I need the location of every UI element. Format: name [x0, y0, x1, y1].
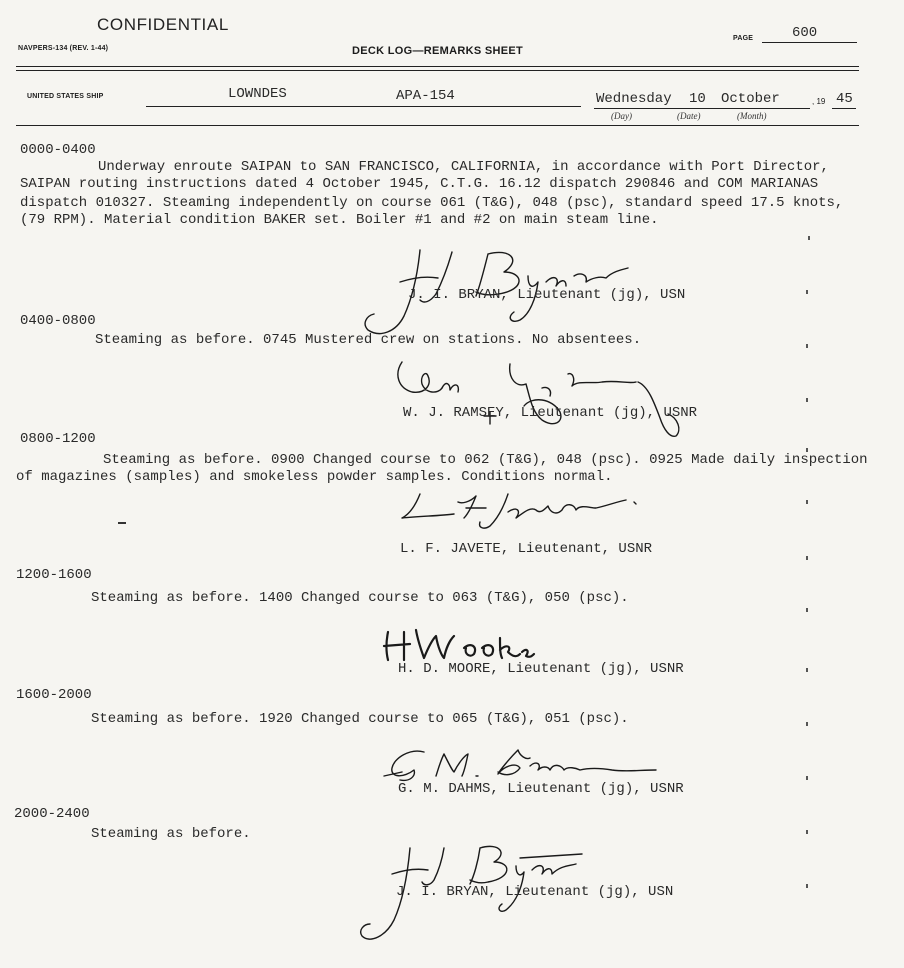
page-number: 600	[792, 25, 818, 41]
margin-mark	[806, 290, 808, 294]
signature-block: H. D. MOORE, Lieutenant (jg), USNR	[398, 661, 684, 677]
remarks-line: Steaming as before. 1400 Changed course to 063 (T&G), 050 (psc).	[91, 590, 629, 606]
watch-period: 0800-1200	[20, 431, 96, 447]
log-date: 10	[689, 91, 706, 107]
header-double-rule-bottom	[16, 70, 859, 71]
margin-mark	[806, 668, 808, 672]
margin-mark	[806, 500, 808, 504]
hull-number: APA-154	[396, 88, 455, 104]
form-title: DECK LOG—REMARKS SHEET	[352, 45, 523, 57]
margin-mark	[806, 608, 808, 612]
signature-block: W. J. RAMSEY, Lieutenant (jg), USNR	[403, 405, 698, 421]
century-prefix: , 19	[812, 97, 826, 106]
date-underline	[594, 108, 810, 109]
remarks-line: Steaming as before.	[91, 826, 251, 842]
log-month: October	[721, 91, 780, 107]
margin-mark	[806, 344, 808, 348]
signature-dahms	[380, 746, 670, 786]
header-bottom-rule	[16, 125, 859, 126]
margin-mark	[806, 556, 808, 560]
signature-block: J. I. BRYAN, Lieutenant (jg), USN	[396, 884, 674, 900]
month-caption: (Month)	[737, 111, 767, 121]
remarks-line: (79 RPM). Material condition BAKER set. Boiler #1 and #2 on main steam line.	[20, 212, 659, 228]
remarks-line: SAIPAN routing instructions dated 4 October 1945, C.T.G. 16.12 dispatch 290846 and COM MARIANAS	[20, 176, 819, 192]
page-label: PAGE	[733, 35, 754, 42]
margin-mark	[806, 884, 808, 888]
stray-pen-mark	[118, 522, 126, 524]
margin-mark	[806, 722, 808, 726]
margin-mark	[806, 776, 808, 780]
margin-mark	[806, 830, 808, 834]
margin-mark	[806, 448, 808, 452]
watch-period: 1200-1600	[16, 567, 92, 583]
signature-ramsey	[392, 354, 692, 444]
log-year: 45	[836, 91, 853, 107]
ship-name: LOWNDES	[228, 86, 287, 102]
margin-mark	[806, 398, 808, 402]
ship-label: UNITED STATES SHIP	[27, 93, 104, 100]
watch-period: 1600-2000	[16, 687, 92, 703]
remarks-line: dispatch 010327. Steaming independently on course 061 (T&G), 048 (psc), standard speed 17.5 knots,	[20, 195, 844, 211]
log-day: Wednesday	[596, 91, 672, 107]
header-double-rule-top	[16, 66, 859, 67]
remarks-line: of magazines (samples) and smokeless powder samples. Conditions normal.	[16, 469, 613, 485]
watch-period: 0400-0800	[20, 313, 96, 329]
page-number-underline	[762, 42, 857, 43]
year-underline	[832, 108, 856, 109]
watch-period: 0000-0400	[20, 142, 96, 158]
signature-block: L. F. JAVETE, Lieutenant, USNR	[400, 541, 653, 557]
signature-block: J. I. BRYAN, Lieutenant (jg), USN	[408, 287, 686, 303]
remarks-line: Steaming as before. 1920 Changed course to 065 (T&G), 051 (psc).	[91, 711, 629, 727]
ship-name-underline	[146, 106, 581, 107]
form-number: NAVPERS-134 (REV. 1-44)	[18, 45, 109, 52]
date-caption: (Date)	[677, 111, 701, 121]
day-caption: (Day)	[611, 111, 632, 121]
remarks-line: Underway enroute SAIPAN to SAN FRANCISCO, CALIFORNIA, in accordance with Port Director,	[98, 159, 829, 175]
watch-period: 2000-2400	[14, 806, 90, 822]
margin-mark	[808, 236, 810, 240]
signature-javete	[390, 488, 650, 548]
remarks-line: Steaming as before. 0745 Mustered crew on stations. No absentees.	[95, 332, 642, 348]
remarks-line: Steaming as before. 0900 Changed course to 062 (T&G), 048 (psc). 0925 Made daily inspection	[103, 452, 868, 468]
signature-block: G. M. DAHMS, Lieutenant (jg), USNR	[398, 781, 684, 797]
classification-stamp: CONFIDENTIAL	[97, 15, 229, 34]
